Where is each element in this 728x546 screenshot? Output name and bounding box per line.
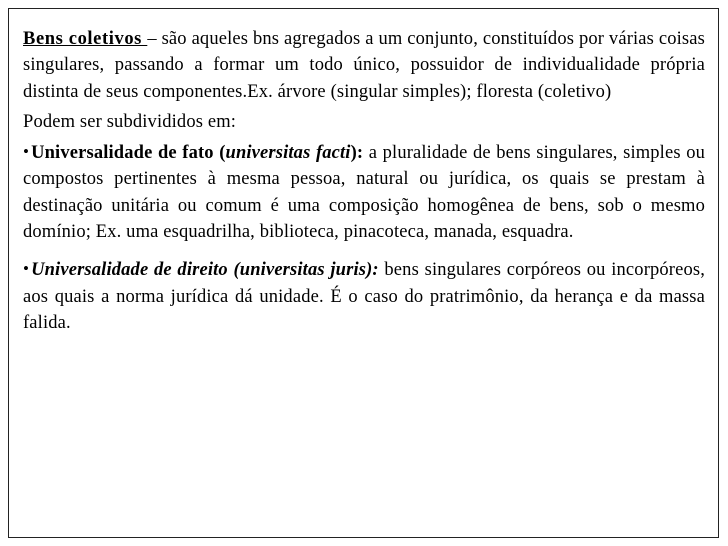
term-universalidade-direito: Universalidade de direito (universitas juris): (31, 260, 379, 281)
slide-content (23, 26, 705, 336)
bullet-icon: • (23, 259, 30, 279)
definition-universalidade-direito: bens singulares corpóreos ou incorpóreos, aos quais a norma jurídica dá unidade. É o caso do pratrimônio, da herança e da massa falida. (23, 260, 705, 333)
term-fato-latin: universitas facti (225, 143, 351, 164)
paragraph-universalidade-direito (23, 256, 705, 336)
paragraph-universalidade-fato (23, 139, 705, 245)
definition-universalidade-fato: a pluralidade de bens singulares, simples ou compostos pertinentes à mesma pessoa, natural ou jurídica, os quais se prestam à destinação unitária ou comum é uma composição homogênea de bens, sob o mesmo domínio; Ex. uma esquadrilha, biblioteca, pinacoteca, manada, esquadra. (23, 143, 705, 243)
paragraph-bens-coletivos (23, 26, 705, 105)
term-universalidade-fato (31, 143, 363, 163)
bullet-icon: • (23, 142, 30, 162)
paragraph-subdivisions-intro (23, 109, 705, 135)
term-fato-end: ): (350, 143, 364, 164)
term-fato-start: Universalidade de fato ( (31, 143, 226, 164)
term-bens-coletivos: Bens coletivos (23, 29, 148, 49)
definition-bens-coletivos: – são aqueles bns agregados a um conjunto, constituídos por várias coisas singulares, passando a formar um todo único, possuidor de individualidade própria distinta de seus componentes.Ex. árvore (singular simples); floresta (coletivo) (23, 29, 705, 102)
subdivisions-intro-text: Podem ser subdivididos em: (23, 111, 237, 132)
